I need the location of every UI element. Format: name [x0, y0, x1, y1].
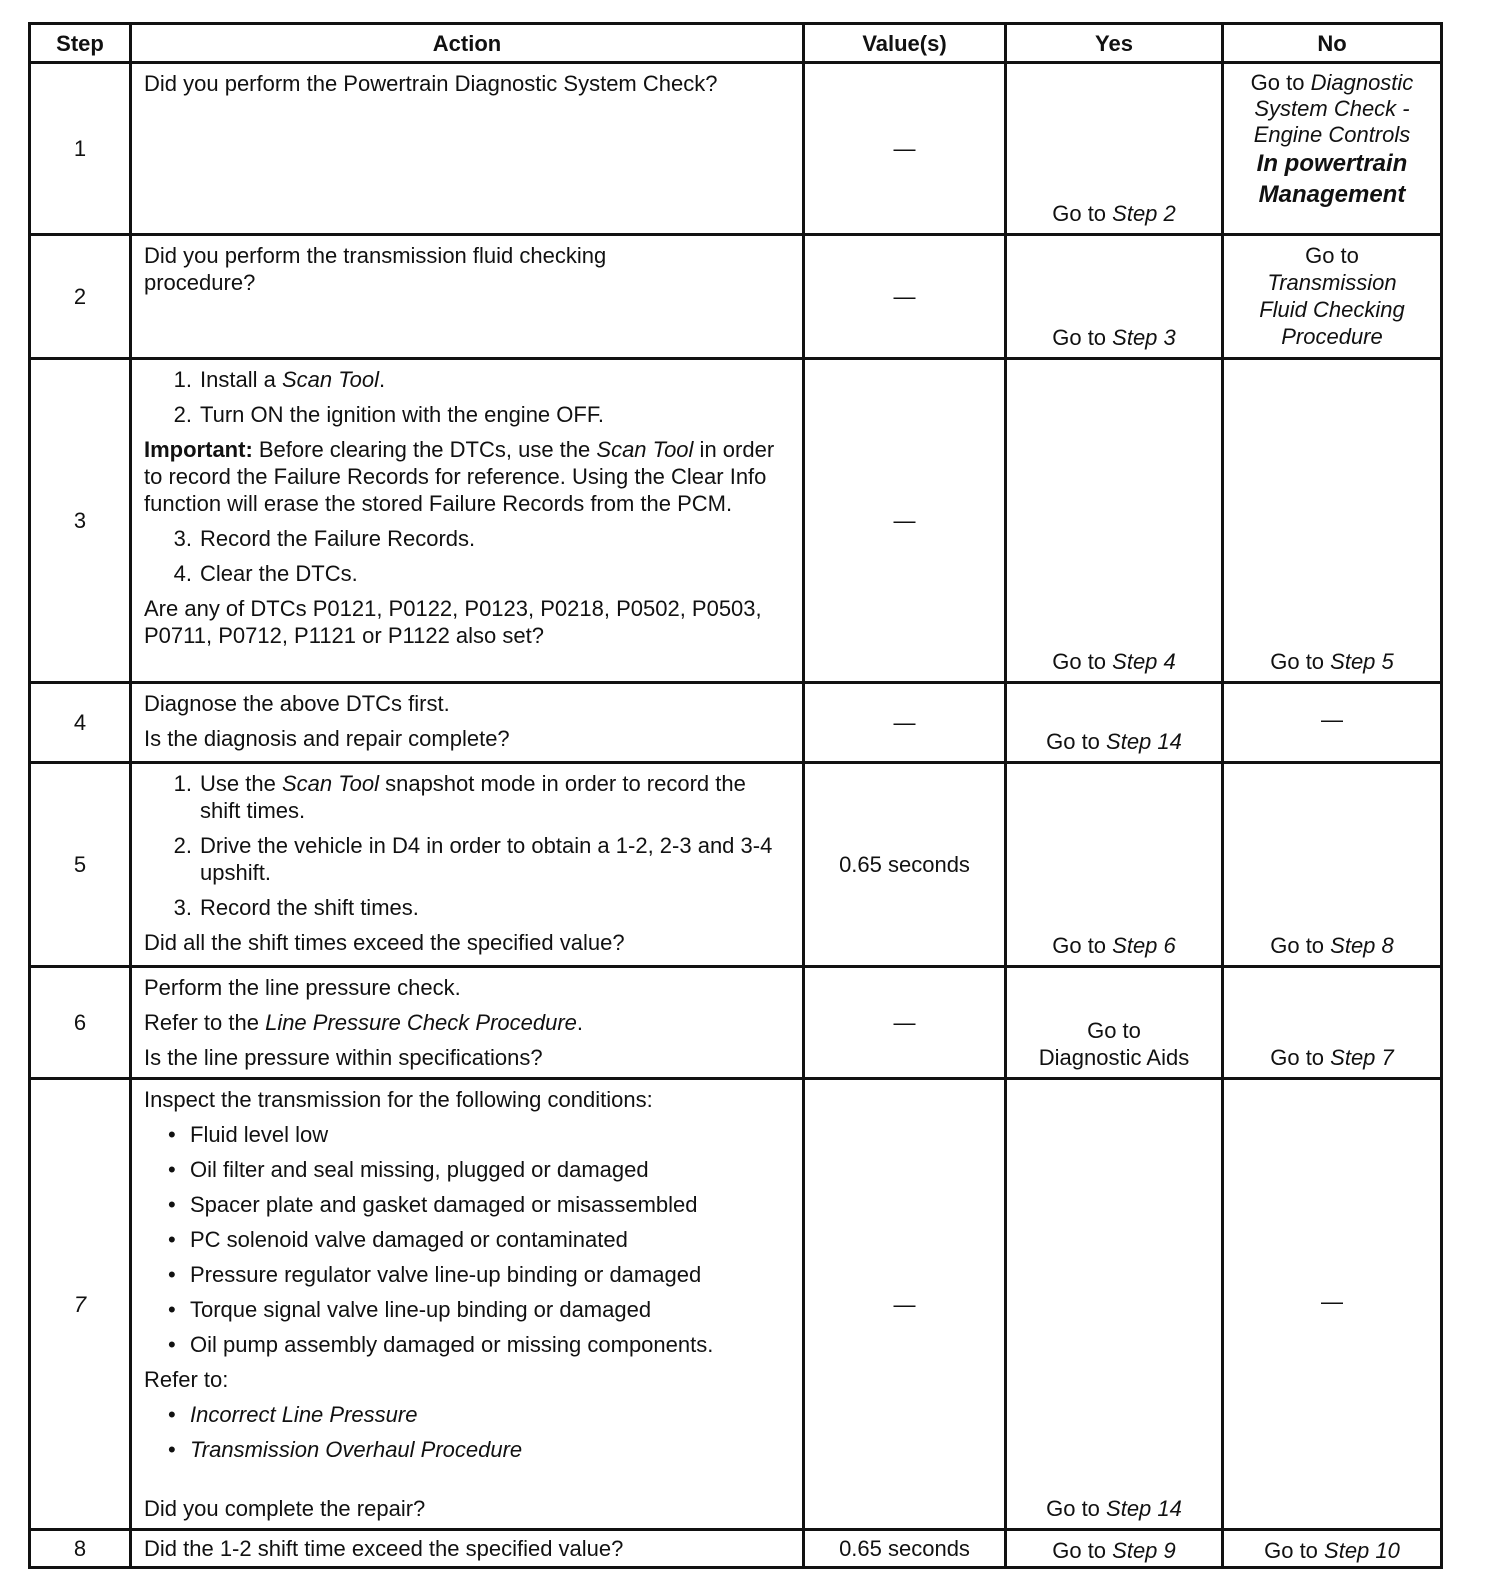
- procedure-link[interactable]: Transmission: [1267, 270, 1397, 295]
- step-link[interactable]: Step 4: [1112, 649, 1176, 674]
- step-number: 3: [30, 359, 131, 683]
- action-question: Is the line pressure within specifications?: [144, 1045, 543, 1070]
- yes-cell: Go to Step 2: [1006, 63, 1223, 235]
- step-link[interactable]: Step 7: [1330, 1045, 1394, 1070]
- list-item: • Oil filter and seal missing, plugged or damaged: [168, 1157, 649, 1182]
- action-cell: [131, 359, 804, 683]
- value-cell: —: [804, 63, 1006, 235]
- action-cell: [131, 763, 804, 967]
- value-cell: 0.65 seconds: [804, 1530, 1006, 1568]
- step-number: 6: [30, 967, 131, 1079]
- yes-cell: Go to Step 3: [1006, 235, 1223, 359]
- table-row: [30, 235, 1442, 359]
- action-question: Are any of DTCs P0121, P0122, P0123, P0218, P0502, P0503, P0711, P0712, P1121 or P1122 also set?: [144, 596, 762, 648]
- step-link[interactable]: Step 2: [1112, 201, 1176, 226]
- action-question: Is the diagnosis and repair complete?: [144, 726, 510, 751]
- procedure-link[interactable]: System Check -: [1254, 96, 1410, 121]
- list-item: 2. Drive the vehicle in D4 in order to obtain a 1-2, 2-3 and 3-4 upshift.: [173, 833, 773, 885]
- step-link[interactable]: Step 9: [1112, 1538, 1176, 1563]
- step-link[interactable]: Step 8: [1330, 933, 1394, 958]
- no-cell: —: [1223, 683, 1442, 763]
- step-link[interactable]: Step 10: [1324, 1538, 1400, 1563]
- procedure-link[interactable]: Management: [1258, 181, 1406, 208]
- action-text: Perform the line pressure check.: [144, 975, 461, 1000]
- no-cell: Go to Step 5: [1223, 359, 1442, 683]
- no-cell: Go to Step 7: [1223, 967, 1442, 1079]
- table-row: [30, 1530, 1442, 1568]
- action-text: Refer to:: [144, 1367, 229, 1392]
- header-action: Action: [131, 24, 804, 63]
- diagnostic-aids-link[interactable]: Diagnostic Aids: [1038, 1045, 1190, 1070]
- step-number: 5: [30, 763, 131, 967]
- action-cell: [131, 1530, 804, 1568]
- no-cell: Go to Transmission Fluid Checking Procedure: [1223, 235, 1442, 359]
- value-cell: —: [804, 235, 1006, 359]
- value-cell: —: [804, 359, 1006, 683]
- action-cell: [131, 1079, 804, 1530]
- no-cell: Go to Diagnostic System Check - Engine Controls In powertrain Management: [1223, 63, 1442, 235]
- header-values: Value(s): [804, 24, 1006, 63]
- yes-cell: Go to Step 14: [1006, 683, 1223, 763]
- list-item: • Fluid level low: [168, 1122, 329, 1147]
- action-text: Did you perform the Powertrain Diagnostic System Check?: [144, 71, 718, 96]
- step-link[interactable]: Step 5: [1330, 649, 1394, 674]
- action-text: Did you perform the transmission fluid checking: [144, 243, 607, 268]
- yes-cell: Go to Step 4: [1006, 359, 1223, 683]
- list-item: 3. Record the Failure Records.: [173, 526, 476, 551]
- table-row: [30, 763, 1442, 967]
- important-note: Important: Before clearing the DTCs, use the Scan Tool in order to record the Failure Records for reference. Using the Clear Info function will erase the stored Failure Records from the PCM.: [144, 437, 775, 516]
- procedure-link[interactable]: Fluid Checking: [1259, 297, 1405, 322]
- action-cell: [131, 235, 804, 359]
- table-row: [30, 63, 1442, 235]
- no-cell: Go to Step 10: [1223, 1530, 1442, 1568]
- procedure-link[interactable]: Diagnostic: [1310, 70, 1414, 95]
- value-cell: —: [804, 967, 1006, 1079]
- no-cell: Go to Step 8: [1223, 763, 1442, 967]
- list-item: • Incorrect Line Pressure: [168, 1402, 418, 1427]
- step-number: 8: [30, 1530, 131, 1568]
- no-cell: —: [1223, 1079, 1442, 1530]
- list-item: • Oil pump assembly damaged or missing components.: [168, 1332, 714, 1357]
- step-link[interactable]: Step 14: [1106, 1496, 1182, 1521]
- step-number: 7: [30, 1079, 131, 1530]
- tool-link: Scan Tool: [281, 367, 379, 392]
- action-question: Did you complete the repair?: [144, 1496, 426, 1521]
- table-row: [30, 683, 1442, 763]
- procedure-link[interactable]: In powertrain: [1256, 150, 1408, 177]
- procedure-link[interactable]: Incorrect Line Pressure: [190, 1402, 418, 1427]
- table-row: [30, 359, 1442, 683]
- yes-cell: Go to Step 9: [1006, 1530, 1223, 1568]
- procedure-link[interactable]: Line Pressure Check Procedure: [265, 1010, 577, 1035]
- table-row: [30, 967, 1442, 1079]
- list-item: 1. Use the Scan Tool snapshot mode in order to record the shift times.: [173, 771, 746, 823]
- list-item: 2. Turn ON the ignition with the engine OFF.: [173, 402, 604, 427]
- list-item: • PC solenoid valve damaged or contaminated: [168, 1227, 628, 1252]
- action-question: Did all the shift times exceed the specified value?: [144, 930, 625, 955]
- list-item: 3. Record the shift times.: [173, 895, 419, 920]
- value-cell: 0.65 seconds: [804, 763, 1006, 967]
- list-item: • Transmission Overhaul Procedure: [168, 1437, 523, 1462]
- list-item: • Spacer plate and gasket damaged or misassembled: [168, 1192, 698, 1217]
- header-no: No: [1223, 24, 1442, 63]
- action-text: Diagnose the above DTCs first.: [144, 691, 450, 716]
- action-question: Did the 1-2 shift time exceed the specified value?: [144, 1536, 624, 1561]
- list-item: 1. Install a Scan Tool.: [173, 367, 386, 392]
- procedure-link[interactable]: Procedure: [1281, 324, 1383, 349]
- action-text: procedure?: [144, 270, 256, 295]
- list-item: • Pressure regulator valve line-up binding or damaged: [168, 1262, 702, 1287]
- action-cell: [131, 683, 804, 763]
- yes-cell: Go to Step 6: [1006, 763, 1223, 967]
- step-number: 2: [30, 235, 131, 359]
- procedure-link[interactable]: Engine Controls: [1253, 122, 1411, 147]
- value-cell: —: [804, 683, 1006, 763]
- action-cell: [131, 967, 804, 1079]
- yes-cell: Go to Diagnostic Aids: [1006, 967, 1223, 1079]
- table-row: [30, 1079, 1442, 1530]
- value-cell: —: [804, 1079, 1006, 1530]
- header-yes: Yes: [1006, 24, 1223, 63]
- header-row: [30, 24, 1442, 63]
- yes-cell: Go to Step 14: [1006, 1079, 1223, 1530]
- list-item: • Torque signal valve line-up binding or damaged: [168, 1297, 652, 1322]
- header-step: Step: [30, 24, 131, 63]
- procedure-link[interactable]: Transmission Overhaul Procedure: [190, 1437, 523, 1462]
- step-link[interactable]: Step 14: [1106, 729, 1182, 754]
- action-text: Refer to the Line Pressure Check Procedure.: [144, 1010, 584, 1035]
- action-text: Inspect the transmission for the following conditions:: [144, 1087, 653, 1112]
- list-item: 4. Clear the DTCs.: [173, 561, 358, 586]
- step-link[interactable]: Step 6: [1112, 933, 1176, 958]
- diagnostic-table: [28, 22, 1443, 1569]
- step-number: 1: [30, 63, 131, 235]
- action-cell: [131, 63, 804, 235]
- step-number: 4: [30, 683, 131, 763]
- step-link[interactable]: Step 3: [1112, 325, 1176, 350]
